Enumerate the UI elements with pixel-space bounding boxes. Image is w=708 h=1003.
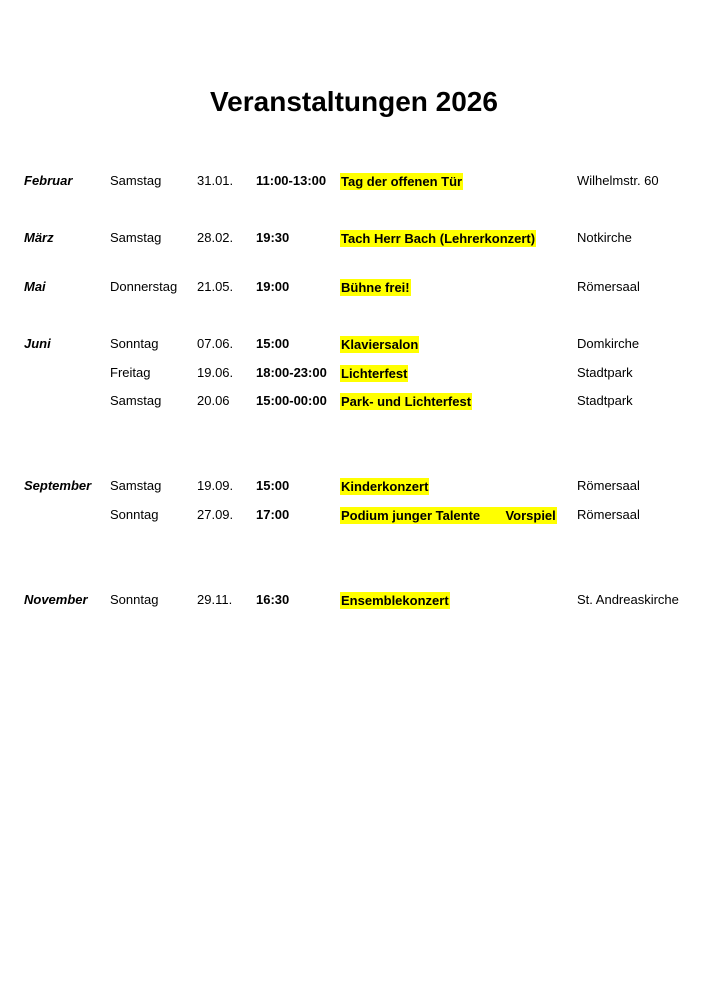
event-day: Samstag xyxy=(110,393,162,408)
event-name: Tach Herr Bach (Lehrerkonzert) xyxy=(341,231,536,246)
event-date: 28.02. xyxy=(197,230,234,245)
event-place: Römersaal xyxy=(577,478,640,493)
event-place: Notkirche xyxy=(577,230,632,245)
event-month: November xyxy=(24,592,88,607)
event-place: Römersaal xyxy=(577,279,640,294)
event-name: Kinderkonzert xyxy=(341,479,429,494)
event-day: Sonntag xyxy=(110,507,159,522)
event-place: Domkirche xyxy=(577,336,640,351)
event-date: 21.05. xyxy=(197,279,234,294)
event-name: Klaviersalon xyxy=(341,337,419,352)
event-place: Stadtpark xyxy=(577,393,633,408)
event-time: 16:30 xyxy=(256,592,290,607)
event-row xyxy=(0,170,708,192)
event-row xyxy=(0,362,708,384)
event-place: St. Andreaskirche xyxy=(577,592,679,607)
event-name: Tag der offenen Tür xyxy=(341,174,463,189)
event-date: 29.11. xyxy=(197,592,233,607)
event-time: 18:00-23:00 xyxy=(256,365,327,380)
event-day: Samstag xyxy=(110,478,162,493)
event-day: Sonntag xyxy=(110,336,159,351)
event-row xyxy=(0,390,708,412)
event-row xyxy=(0,475,708,497)
event-name: Podium junger Talente Vorspiel xyxy=(341,508,556,523)
event-row xyxy=(0,276,708,298)
event-day: Samstag xyxy=(110,173,162,188)
event-day: Donnerstag xyxy=(110,279,178,294)
event-day: Samstag xyxy=(110,230,162,245)
event-time: 11:00-13:00 xyxy=(256,173,327,188)
event-date: 19.09. xyxy=(197,478,234,493)
event-name: Bühne frei! xyxy=(341,280,410,295)
event-month: Juni xyxy=(24,336,51,351)
event-time: 17:00 xyxy=(256,507,290,522)
event-name: Lichterfest xyxy=(341,366,408,381)
event-time: 15:00 xyxy=(256,336,290,351)
page-title: Veranstaltungen 2026 xyxy=(210,86,498,117)
event-name: Ensemblekonzert xyxy=(341,593,449,608)
event-day: Sonntag xyxy=(110,592,159,607)
event-date: 19.06. xyxy=(197,365,234,380)
event-day: Freitag xyxy=(110,365,151,380)
event-month: Februar xyxy=(24,173,73,188)
event-row xyxy=(0,227,708,249)
event-month: Mai xyxy=(24,279,46,294)
event-date: 31.01. xyxy=(197,173,234,188)
event-time: 15:00 xyxy=(256,478,290,493)
event-date: 27.09. xyxy=(197,507,234,522)
event-row xyxy=(0,504,708,526)
event-place: Römersaal xyxy=(577,507,640,522)
event-name: Park- und Lichterfest xyxy=(341,394,472,409)
event-month: September xyxy=(24,478,92,493)
event-month: März xyxy=(24,230,54,245)
event-place: Stadtpark xyxy=(577,365,633,380)
event-row xyxy=(0,333,708,355)
event-place: Wilhelmstr. 60 xyxy=(577,173,659,188)
event-time: 15:00-00:00 xyxy=(256,393,327,408)
event-date: 07.06. xyxy=(197,336,234,351)
event-row xyxy=(0,589,708,611)
event-date: 20.06 xyxy=(197,393,230,408)
event-time: 19:30 xyxy=(256,230,290,245)
event-time: 19:00 xyxy=(256,279,290,294)
